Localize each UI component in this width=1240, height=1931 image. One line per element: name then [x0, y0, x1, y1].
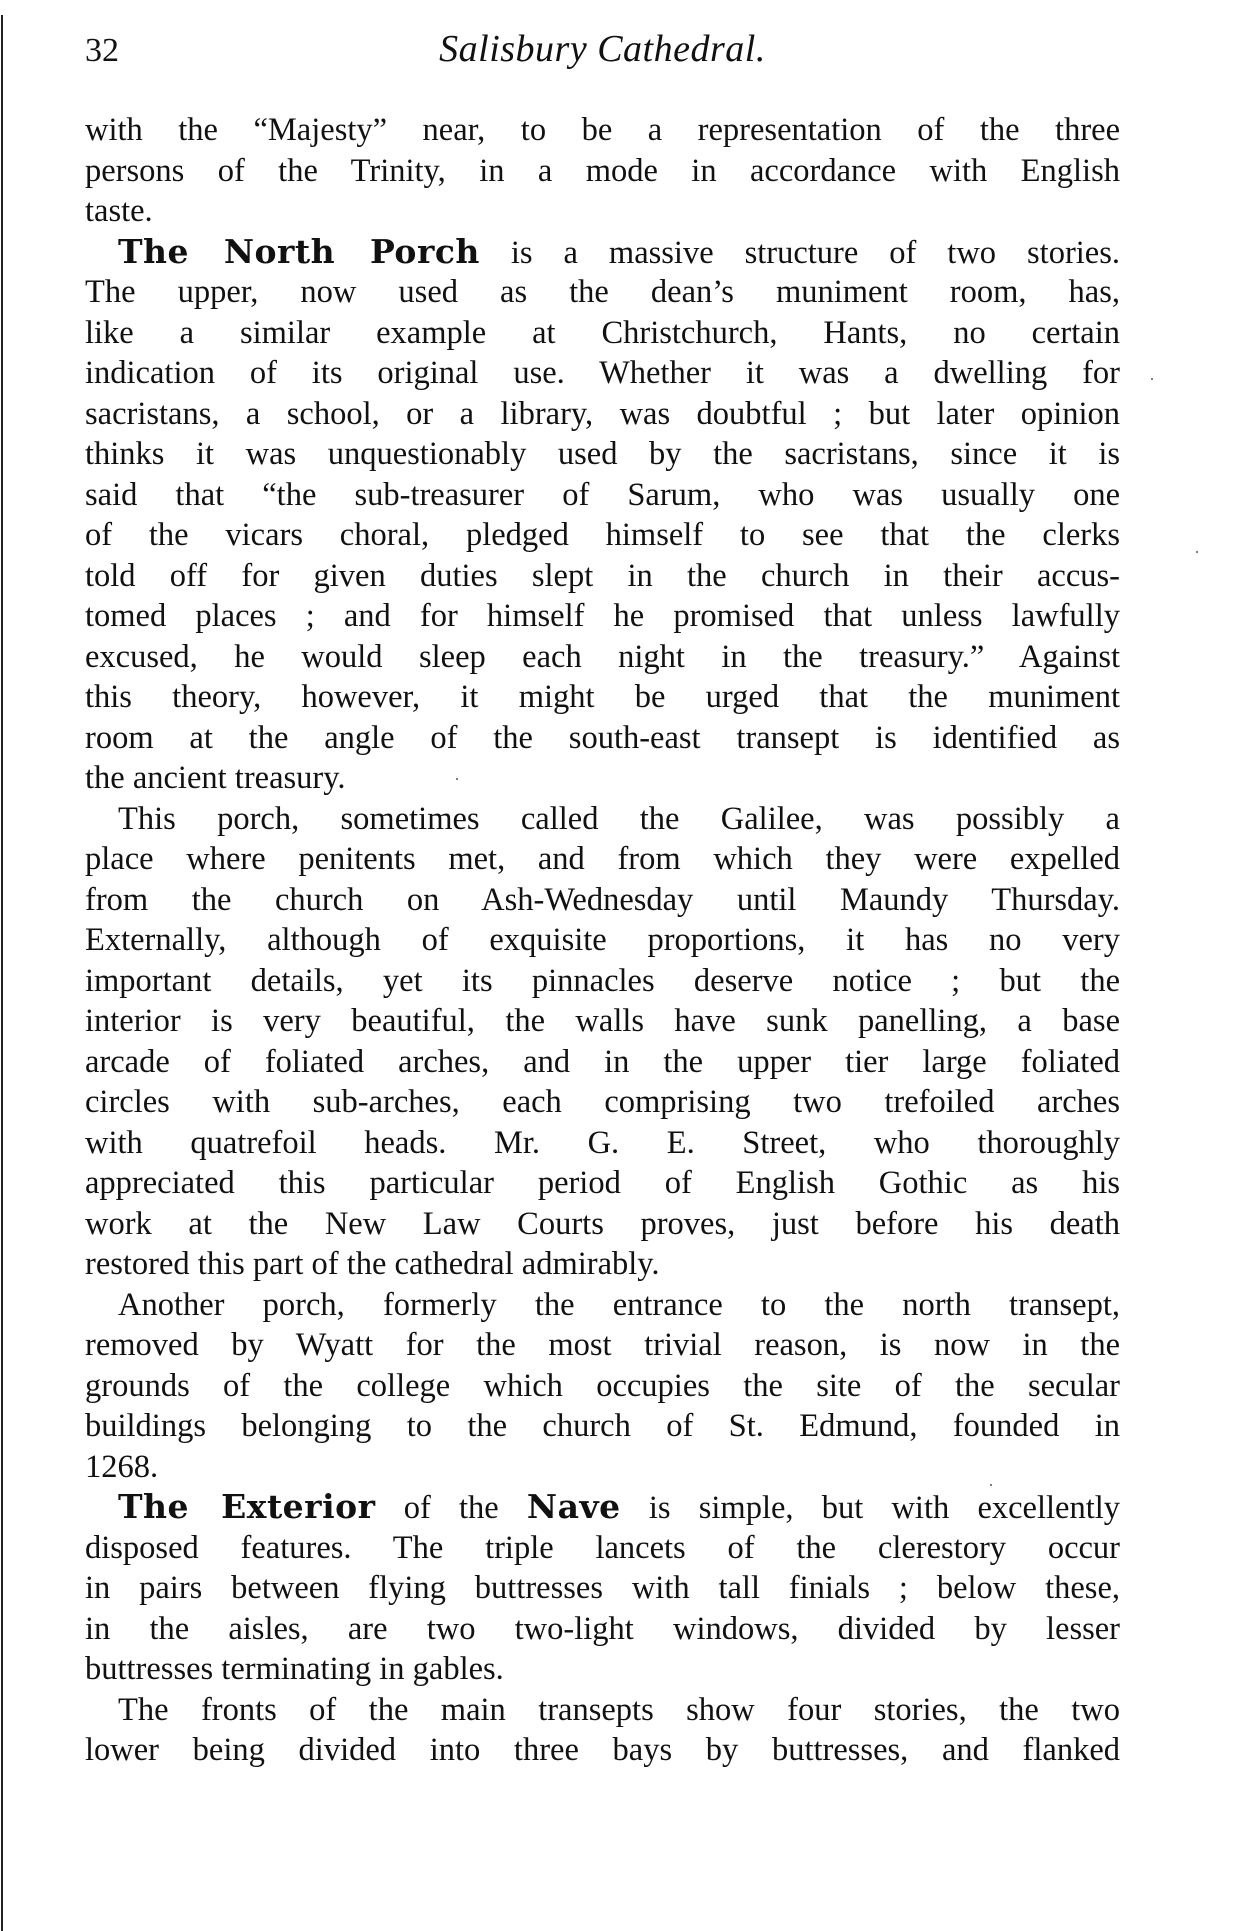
text-line: persons of the Trinity, in a mode in accordance with English: [85, 152, 1120, 189]
text-line: tomed places ; and for himself he promised that unless lawfully: [85, 598, 1120, 634]
scan-speck: [1151, 378, 1153, 380]
running-header: [85, 26, 1120, 76]
text-line: arcade of foliated arches, and in the upper tier large foliated: [85, 1043, 1120, 1080]
scan-speck: [990, 1484, 992, 1486]
text-line: place where penitents met, and from which they were expelled: [85, 841, 1120, 877]
paragraph: [85, 799, 1120, 1285]
text-line: the ancient treasury.: [85, 760, 346, 796]
text-line: room at the angle of the south-east transept is identified as: [85, 719, 1120, 756]
text-line: appreciated this particular period of English Gothic as his: [85, 1165, 1120, 1201]
text-line: Externally, although of exquisite proportions, it has no very: [85, 922, 1120, 958]
text-line: buildings belonging to the church of St. Edmund, founded in: [85, 1408, 1120, 1444]
text-line: grounds of the college which occupies the site of the secular: [85, 1367, 1120, 1404]
text-line: buttresses terminating in gables.: [85, 1651, 504, 1687]
text-line: work at the New Law Courts proves, just before his death: [85, 1205, 1120, 1242]
text-line: in the aisles, are two two-light windows, divided by lesser: [85, 1610, 1120, 1647]
section-heading: The Exterior: [118, 1487, 376, 1526]
section-heading: The North Porch: [118, 231, 480, 271]
text-line: taste.: [85, 193, 153, 229]
paragraph-exterior-nave: [85, 1487, 1120, 1690]
text-line: removed by Wyatt for the most trivial reason, is now in the: [85, 1327, 1120, 1363]
page-left-edge: [1, 15, 3, 1931]
text-line: circles with sub-arches, each comprising two trefoiled arches: [85, 1084, 1120, 1120]
scan-speck: [456, 778, 458, 780]
paragraph: [85, 1690, 1120, 1771]
text-run: is a massive structure of two stories.: [479, 234, 1121, 271]
paragraph-north-porch: [85, 232, 1120, 799]
text-line: this theory, however, it might be urged that the muniment: [85, 679, 1120, 715]
text-line: indication of its original use. Whether it was a dwelling for: [85, 355, 1120, 391]
text-line: of the vicars choral, pledged himself to see that the clerks: [85, 517, 1120, 553]
text-run: of the: [375, 1490, 527, 1526]
text-line: in pairs between flying buttresses with tall finials ; below these,: [85, 1570, 1120, 1606]
text-line: important details, yet its pinnacles deserve notice ; but the: [85, 962, 1120, 999]
text-line: lower being divided into three bays by buttresses, and flanked: [85, 1732, 1120, 1768]
text-line: sacristans, a school, or a library, was doubtful ; but later opinion: [85, 395, 1120, 432]
text-line: interior is very beautiful, the walls have sunk panelling, a base: [85, 1003, 1120, 1039]
text-line: from the church on Ash-Wednesday until Maundy Thursday.: [85, 881, 1120, 918]
text-line: disposed features. The triple lancets of the clerestory occur: [85, 1529, 1120, 1566]
text-line: with quatrefoil heads. Mr. G. E. Street, who thoroughly: [85, 1124, 1120, 1161]
paragraph: [85, 110, 1120, 232]
text-line: Another porch, formerly the entrance to the north transept,: [118, 1286, 1120, 1323]
text-line: restored this part of the cathedral admirably.: [85, 1246, 660, 1282]
text-line: excused, he would sleep each night in the treasury.” Against: [85, 638, 1120, 675]
text-line: with the “Majesty” near, to be a representation of the three: [85, 112, 1120, 148]
body-text: [85, 110, 1120, 1771]
text-line: like a similar example at Christchurch, Hants, no certain: [85, 314, 1120, 351]
section-heading: Nave: [526, 1487, 621, 1526]
text-line: The upper, now used as the dean’s muniment room, has,: [85, 274, 1120, 310]
scan-speck: [1196, 551, 1198, 553]
text-run: is simple, but with excellently: [620, 1490, 1121, 1526]
text-line: This porch, sometimes called the Galilee, was possibly a: [118, 800, 1120, 837]
text-line: told off for given duties slept in the church in their accus-: [85, 557, 1120, 594]
text-line: 1268.: [85, 1448, 159, 1485]
text-line: [85, 232, 1120, 273]
text-line: The fronts of the main transepts show four stories, the two: [118, 1691, 1120, 1728]
running-title: Salisbury Cathedral.: [439, 28, 766, 70]
paragraph: [85, 1285, 1120, 1488]
text-line: [85, 1487, 1120, 1528]
page-number: 32: [85, 32, 119, 69]
text-line: thinks it was unquestionably used by the sacristans, since it is: [85, 436, 1120, 472]
text-line: said that “the sub-treasurer of Sarum, who was usually one: [85, 476, 1120, 513]
